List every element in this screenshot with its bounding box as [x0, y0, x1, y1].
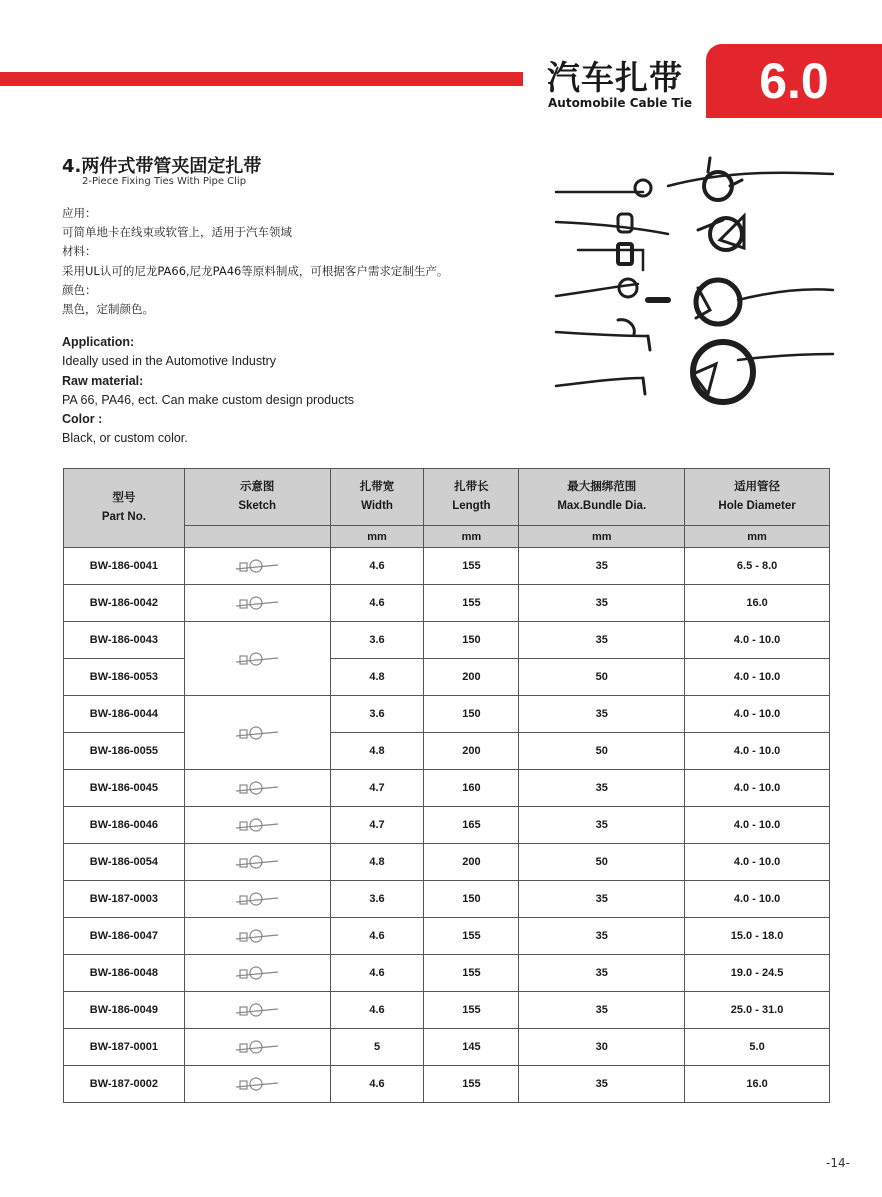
cn-color-text: 黑色，定制颜色。 — [62, 302, 154, 317]
cn-material-text: 采用UL认可的尼龙PA66,尼龙PA46等原料制成，可根据客户需求定制生产。 — [62, 263, 449, 278]
cell-hole: 4.0 - 10.0 — [685, 844, 830, 881]
units-bundle: mm — [519, 526, 685, 548]
en-application-text: Ideally used in the Automotive Industry — [62, 354, 277, 369]
units-sketch — [184, 526, 330, 548]
cell-width: 4.7 — [330, 807, 424, 844]
header-length — [424, 469, 519, 526]
cell-bundle: 35 — [519, 548, 685, 585]
cell-part-no: BW-186-0041 — [64, 548, 185, 585]
cell-width: 4.8 — [330, 844, 424, 881]
cell-bundle: 50 — [519, 733, 685, 770]
cell-sketch — [184, 696, 330, 770]
cell-part-no: BW-186-0046 — [64, 807, 185, 844]
sketch-image — [232, 1034, 282, 1060]
cell-sketch — [184, 807, 330, 844]
cell-length: 150 — [424, 696, 519, 733]
sketch-image — [232, 812, 282, 838]
table-row — [64, 1066, 830, 1103]
sketch-image — [232, 886, 282, 912]
cell-part-no: BW-186-0044 — [64, 696, 185, 733]
cell-width: 4.6 — [330, 992, 424, 1029]
header-bundle-cn: 最大捆绑范围 — [567, 481, 637, 493]
cell-hole: 4.0 - 10.0 — [685, 733, 830, 770]
table-row — [64, 955, 830, 992]
cell-sketch — [184, 585, 330, 622]
cell-width: 4.6 — [330, 918, 424, 955]
cell-width: 3.6 — [330, 622, 424, 659]
cell-length: 150 — [424, 622, 519, 659]
cell-sketch — [184, 622, 330, 696]
cell-length: 150 — [424, 881, 519, 918]
spec-table — [63, 468, 830, 1103]
cell-length: 200 — [424, 733, 519, 770]
header-sketch-cn: 示意图 — [239, 481, 275, 493]
cell-width: 5 — [330, 1029, 424, 1066]
cell-part-no: BW-186-0045 — [64, 770, 185, 807]
cell-bundle: 35 — [519, 955, 685, 992]
units-hole: mm — [685, 526, 830, 548]
cell-length: 155 — [424, 1066, 519, 1103]
cell-part-no: BW-186-0053 — [64, 659, 185, 696]
header-part-no — [64, 469, 185, 548]
cell-part-no: BW-186-0043 — [64, 622, 185, 659]
header-hole-cn: 适用管径 — [734, 481, 781, 493]
sketch-image — [232, 775, 282, 801]
cell-part-no: BW-186-0055 — [64, 733, 185, 770]
table-row — [64, 807, 830, 844]
cell-part-no: BW-186-0048 — [64, 955, 185, 992]
header-hole — [685, 469, 830, 526]
sketch-image — [232, 720, 282, 746]
cell-sketch — [184, 548, 330, 585]
catalog-title-cn: 汽车扎带 — [547, 58, 683, 97]
sketch-image — [232, 849, 282, 875]
sketch-image — [232, 646, 282, 672]
cell-sketch — [184, 770, 330, 807]
cell-hole: 4.0 - 10.0 — [685, 807, 830, 844]
sketch-image — [232, 960, 282, 986]
cell-part-no: BW-187-0003 — [64, 881, 185, 918]
header-red-bar — [0, 72, 523, 86]
table-row — [64, 548, 830, 585]
cell-hole: 4.0 - 10.0 — [685, 881, 830, 918]
en-color-text: Black, or custom color. — [62, 431, 188, 446]
page-number: -14- — [826, 1156, 850, 1170]
product-photo — [548, 150, 838, 410]
cell-bundle: 30 — [519, 1029, 685, 1066]
en-material-label: Raw material: — [62, 373, 144, 388]
cell-width: 4.7 — [330, 770, 424, 807]
cell-bundle: 35 — [519, 770, 685, 807]
header-hole-en: Hole Diameter — [718, 500, 796, 512]
table-row — [64, 918, 830, 955]
cell-part-no: BW-186-0049 — [64, 992, 185, 1029]
cell-length: 160 — [424, 770, 519, 807]
cell-length: 155 — [424, 585, 519, 622]
cell-sketch — [184, 881, 330, 918]
cell-bundle: 35 — [519, 696, 685, 733]
en-application-label: Application: — [62, 335, 135, 349]
sketch-image — [232, 553, 282, 579]
spec-table-body — [64, 548, 830, 1103]
table-header-row — [64, 469, 830, 526]
cell-sketch — [184, 1029, 330, 1066]
cell-bundle: 50 — [519, 844, 685, 881]
cell-length: 155 — [424, 992, 519, 1029]
header-length-en: Length — [452, 500, 491, 512]
cell-bundle: 50 — [519, 659, 685, 696]
table-row — [64, 733, 830, 770]
cell-part-no: BW-186-0054 — [64, 844, 185, 881]
cell-width: 4.6 — [330, 548, 424, 585]
cell-sketch — [184, 955, 330, 992]
section-title: 4.两件式带管夹固定扎带 — [62, 156, 262, 177]
cell-bundle: 35 — [519, 918, 685, 955]
cn-material-label: 材料： — [62, 244, 97, 259]
cell-part-no: BW-186-0042 — [64, 585, 185, 622]
cell-hole: 16.0 — [685, 1066, 830, 1103]
table-row — [64, 770, 830, 807]
cell-hole: 19.0 - 24.5 — [685, 955, 830, 992]
en-material-text: PA 66, PA46, ect. Can make custom design products — [62, 392, 355, 407]
cell-part-no: BW-187-0002 — [64, 1066, 185, 1103]
header-length-cn: 扎带长 — [454, 481, 489, 493]
header-width-en: Width — [361, 500, 393, 512]
description-en — [62, 333, 354, 449]
cell-length: 165 — [424, 807, 519, 844]
table-row — [64, 622, 830, 659]
cell-part-no: BW-186-0047 — [64, 918, 185, 955]
cell-width: 3.6 — [330, 696, 424, 733]
table-row — [64, 659, 830, 696]
sketch-image — [232, 590, 282, 616]
cell-length: 200 — [424, 659, 519, 696]
cell-bundle: 35 — [519, 807, 685, 844]
header-width-cn: 扎带宽 — [359, 481, 395, 493]
header-sketch — [184, 469, 330, 526]
header-bundle — [519, 469, 685, 526]
cell-hole: 6.5 - 8.0 — [685, 548, 830, 585]
cell-width: 4.6 — [330, 585, 424, 622]
en-color-label: Color : — [62, 412, 103, 427]
cell-bundle: 35 — [519, 992, 685, 1029]
cn-color-label: 颜色： — [62, 282, 97, 297]
cell-width: 3.6 — [330, 881, 424, 918]
cell-bundle: 35 — [519, 881, 685, 918]
table-row — [64, 844, 830, 881]
cell-hole: 16.0 — [685, 585, 830, 622]
cell-width: 4.6 — [330, 955, 424, 992]
cell-bundle: 35 — [519, 585, 685, 622]
cell-bundle: 35 — [519, 1066, 685, 1103]
table-row — [64, 1029, 830, 1066]
units-width: mm — [330, 526, 424, 548]
cell-sketch — [184, 992, 330, 1029]
table-row — [64, 585, 830, 622]
cn-application-label: 应用： — [62, 206, 97, 220]
cell-sketch — [184, 918, 330, 955]
chapter-badge — [706, 44, 882, 118]
cell-length: 155 — [424, 955, 519, 992]
cell-hole: 4.0 - 10.0 — [685, 770, 830, 807]
description-cn — [62, 204, 448, 319]
chapter-number: 6.0 — [759, 53, 829, 109]
units-length: mm — [424, 526, 519, 548]
cn-application-text: 可简单地卡在线束或软管上，适用于汽车领域 — [62, 225, 292, 240]
cell-bundle: 35 — [519, 622, 685, 659]
cell-hole: 4.0 - 10.0 — [685, 622, 830, 659]
cell-width: 4.8 — [330, 733, 424, 770]
cell-length: 200 — [424, 844, 519, 881]
table-row — [64, 992, 830, 1029]
sketch-image — [232, 997, 282, 1023]
section-subtitle: 2-Piece Fixing Ties With Pipe Clip — [82, 176, 247, 187]
cell-hole: 4.0 - 10.0 — [685, 659, 830, 696]
header-bundle-en: Max.Bundle Dia. — [557, 500, 647, 512]
cell-sketch — [184, 844, 330, 881]
header-part-cn: 型号 — [112, 492, 136, 504]
cell-part-no: BW-187-0001 — [64, 1029, 185, 1066]
cell-hole: 4.0 - 10.0 — [685, 696, 830, 733]
cell-hole: 15.0 - 18.0 — [685, 918, 830, 955]
header-width — [330, 469, 424, 526]
header-sketch-en: Sketch — [238, 500, 277, 512]
cell-length: 155 — [424, 548, 519, 585]
header-part-en: Part No. — [101, 511, 146, 523]
table-row — [64, 881, 830, 918]
catalog-title-en: Automobile Cable Tie — [548, 96, 693, 110]
cell-sketch — [184, 1066, 330, 1103]
cell-width: 4.6 — [330, 1066, 424, 1103]
cell-hole: 5.0 — [685, 1029, 830, 1066]
sketch-image — [232, 1071, 282, 1097]
cell-length: 145 — [424, 1029, 519, 1066]
cell-width: 4.8 — [330, 659, 424, 696]
cell-length: 155 — [424, 918, 519, 955]
cell-hole: 25.0 - 31.0 — [685, 992, 830, 1029]
sketch-image — [232, 923, 282, 949]
table-row — [64, 696, 830, 733]
